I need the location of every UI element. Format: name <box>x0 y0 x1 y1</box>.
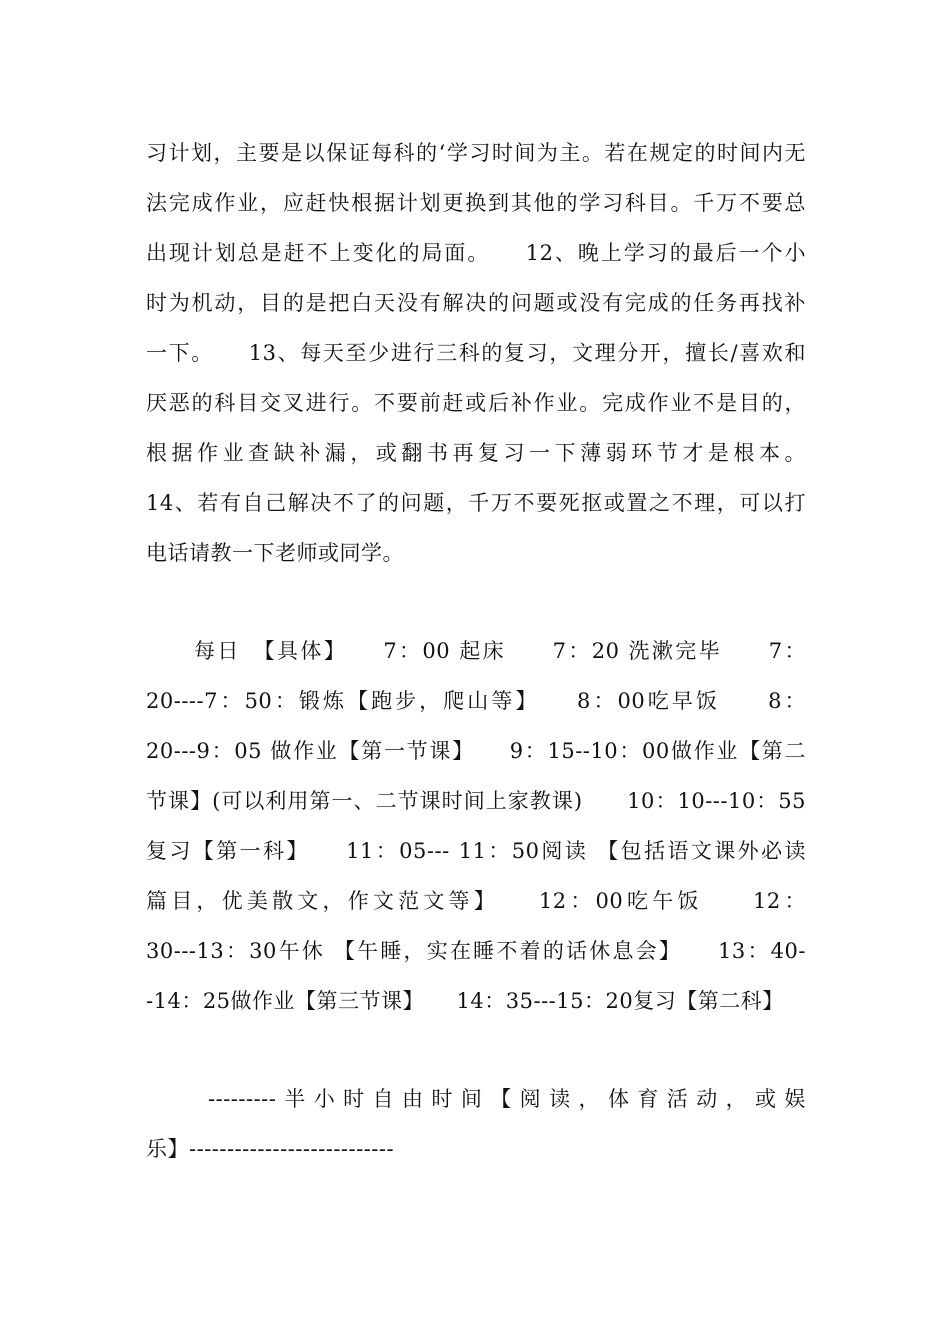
free-time-line: 乐】--------------------------- <box>146 1137 395 1161</box>
text-line: 14、若有自己解决不了的问题，千万不要死抠或置之不理，可以打 <box>146 491 806 515</box>
schedule-line: 30---13：30午休 【午睡，实在睡不着的话休息会】 13：40- <box>146 939 806 963</box>
text-line: 习计划，主要是以保证每科的‘学习时间为主。若在规定的时间内无 <box>146 141 806 165</box>
free-time-line: ---------半小时自由时间【阅读，体育活动，或娱 <box>208 1087 806 1111</box>
schedule-line: 每日 【具体】 7：00 起床 7：20 洗漱完毕 7： <box>194 639 806 663</box>
schedule-line: 节课】(可以利用第一、二节课时间上家教课) 10：10---10：55 <box>146 789 806 813</box>
text-line: 根据作业查缺补漏，或翻书再复习一下薄弱环节才是根本。 <box>146 441 806 465</box>
text-line: 时为机动，目的是把白天没有解决的问题或没有完成的任务再找补 <box>146 291 806 315</box>
text-line: 厌恶的科目交叉进行。不要前赶或后补作业。完成作业不是目的， <box>146 391 806 415</box>
text-line: 电话请教一下老师或同学。 <box>146 541 404 565</box>
schedule-line: 篇目，优美散文，作文范文等】 12：00吃午饭 12： <box>146 889 806 913</box>
text-line: 法完成作业，应赶快根据计划更换到其他的学习科目。千万不要总 <box>146 191 806 215</box>
schedule-line: -14：25做作业【第三节课】 14：35---15：20复习【第二科】 <box>146 989 784 1013</box>
schedule-line: 20---9：05 做作业【第一节课】 9：15--10：00做作业【第二 <box>146 739 806 763</box>
text-line: 出现计划总是赶不上变化的局面。 12、晚上学习的最后一个小 <box>146 241 806 265</box>
schedule-line: 20----7：50：锻炼【跑步，爬山等】 8：00吃早饭 8： <box>146 689 806 713</box>
schedule-line: 复习【第一科】 11：05--- 11：50阅读 【包括语文课外必读 <box>146 839 806 863</box>
text-line: 一下。 13、每天至少进行三科的复习，文理分开，擅长/喜欢和 <box>146 341 806 365</box>
